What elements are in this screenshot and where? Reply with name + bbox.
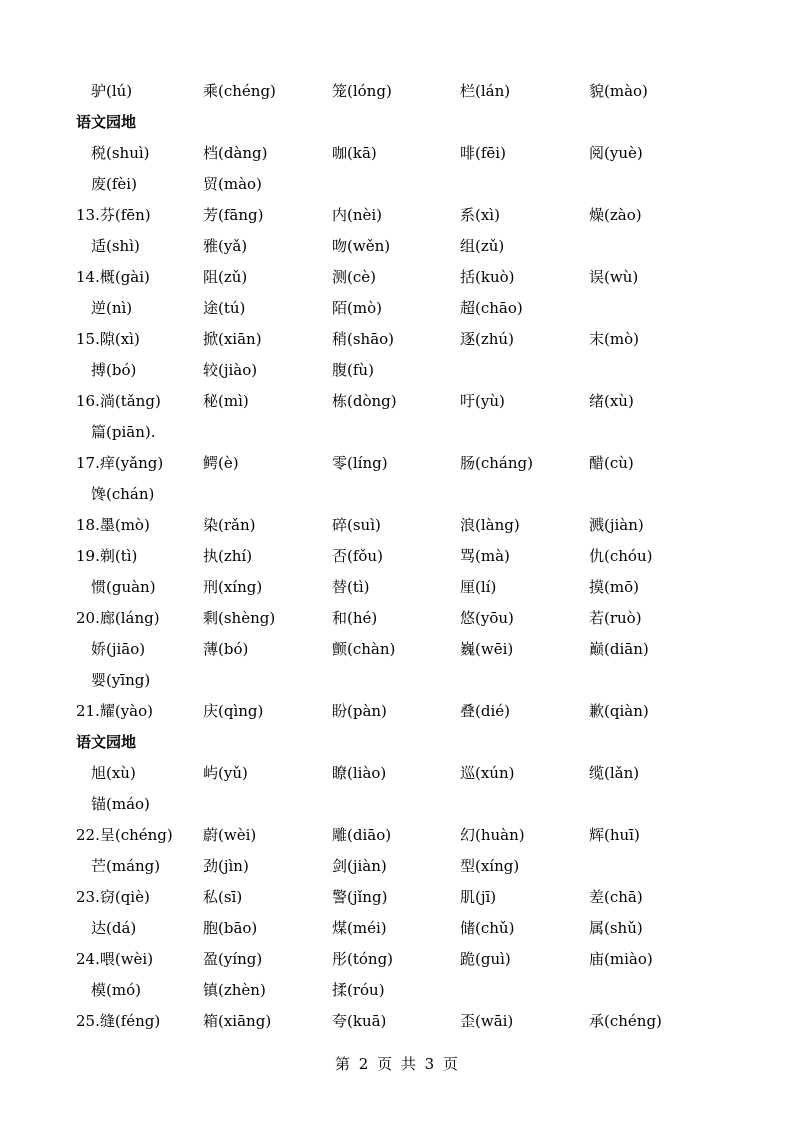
word-cell: 巍(wēi) <box>460 640 514 658</box>
word-cell: 叠(dié) <box>460 702 510 720</box>
word-cell: 16.淌(tǎng) <box>76 392 161 410</box>
word-cell: 煤(méi) <box>332 919 387 937</box>
word-cell: 和(hé) <box>332 609 378 627</box>
word-cell: 21.耀(yào) <box>76 702 154 720</box>
word-cell: 吁(yù) <box>460 392 505 410</box>
word-cell: 逐(zhú) <box>460 330 514 348</box>
word-cell: 笼(lóng) <box>332 82 392 100</box>
word-cell: 芒(máng) <box>91 857 161 875</box>
word-cell: 阻(zǔ) <box>203 268 248 286</box>
word-row <box>0 882 793 913</box>
word-row <box>0 634 793 665</box>
word-cell: 鳄(è) <box>203 454 239 472</box>
word-cell: 夸(kuā) <box>332 1012 387 1030</box>
word-cell: 啡(fēi) <box>460 144 506 162</box>
section-heading: 语文园地 <box>76 733 137 751</box>
word-cell: 型(xíng) <box>460 857 520 875</box>
word-cell: 馋(chán) <box>91 485 155 503</box>
word-cell: 承(chéng) <box>589 1012 662 1030</box>
word-cell: 途(tú) <box>203 299 246 317</box>
word-cell: 私(sī) <box>203 888 243 906</box>
word-row <box>0 851 793 882</box>
word-cell: 摸(mō) <box>589 578 639 596</box>
word-cell: 歪(wāi) <box>460 1012 514 1030</box>
word-cell: 系(xì) <box>460 206 500 224</box>
word-row <box>0 448 793 479</box>
word-cell: 蔚(wèi) <box>203 826 257 844</box>
word-row <box>0 944 793 975</box>
word-cell: 属(shǔ) <box>589 919 643 937</box>
word-cell: 歉(qiàn) <box>589 702 649 720</box>
word-cell: 14.概(gài) <box>76 268 150 286</box>
word-cell: 颤(chàn) <box>332 640 396 658</box>
word-cell: 骂(mà) <box>460 547 510 565</box>
word-row <box>0 231 793 262</box>
word-cell: 组(zǔ) <box>460 237 505 255</box>
word-cell: 悠(yōu) <box>460 609 514 627</box>
word-cell: 屿(yǔ) <box>203 764 248 782</box>
word-cell: 醋(cù) <box>589 454 634 472</box>
word-row <box>0 510 793 541</box>
word-cell: 剑(jiàn) <box>332 857 387 875</box>
word-cell: 惯(guàn) <box>91 578 156 596</box>
word-cell: 模(mó) <box>91 981 141 999</box>
word-cell: 厘(lí) <box>460 578 497 596</box>
word-cell: 测(cè) <box>332 268 376 286</box>
word-row <box>0 820 793 851</box>
word-cell: 燥(zào) <box>589 206 642 224</box>
word-cell: 锚(máo) <box>91 795 150 813</box>
word-row <box>0 479 793 510</box>
word-cell: 缆(lǎn) <box>589 764 640 782</box>
word-cell: 绪(xù) <box>589 392 634 410</box>
word-cell: 若(ruò) <box>589 609 642 627</box>
word-cell: 秘(mì) <box>203 392 249 410</box>
word-cell: 盈(yíng) <box>203 950 263 968</box>
word-row <box>0 758 793 789</box>
word-cell: 差(chā) <box>589 888 643 906</box>
section-heading: 语文园地 <box>76 113 137 131</box>
word-row <box>0 355 793 386</box>
section-heading-row <box>0 107 793 138</box>
word-cell: 芳(fāng) <box>203 206 264 224</box>
word-cell: 溅(jiàn) <box>589 516 644 534</box>
word-cell: 肠(cháng) <box>460 454 533 472</box>
word-cell: 20.廊(láng) <box>76 609 160 627</box>
word-cell: 逆(nì) <box>91 299 133 317</box>
word-cell: 娇(jiāo) <box>91 640 146 658</box>
word-cell: 驴(lú) <box>91 82 133 100</box>
word-cell: 达(dá) <box>91 919 137 937</box>
page-footer: 第 2 页 共 3 页 <box>335 1055 458 1073</box>
word-cell: 警(jǐng) <box>332 888 388 906</box>
word-cell: 跪(guì) <box>460 950 511 968</box>
word-cell: 陌(mò) <box>332 299 382 317</box>
word-cell: 执(zhí) <box>203 547 253 565</box>
word-cell: 篇(piān). <box>91 423 156 441</box>
word-cell: 揉(róu) <box>332 981 385 999</box>
word-cell: 刑(xíng) <box>203 578 263 596</box>
word-cell: 雕(diāo) <box>332 826 392 844</box>
word-cell: 括(kuò) <box>460 268 515 286</box>
word-cell: 幻(huàn) <box>460 826 525 844</box>
word-cell: 阅(yuè) <box>589 144 643 162</box>
word-cell: 肌(jī) <box>460 888 497 906</box>
word-cell: 贸(mào) <box>203 175 262 193</box>
word-cell: 瞭(liào) <box>332 764 387 782</box>
word-cell: 箱(xiāng) <box>203 1012 272 1030</box>
word-row <box>0 665 793 696</box>
word-cell: 彤(tóng) <box>332 950 394 968</box>
word-cell: 超(chāo) <box>460 299 523 317</box>
word-cell: 巅(diān) <box>589 640 649 658</box>
word-row <box>0 138 793 169</box>
word-cell: 劲(jìn) <box>203 857 249 875</box>
word-cell: 内(nèi) <box>332 206 383 224</box>
word-cell: 搏(bó) <box>91 361 137 379</box>
word-cell: 误(wù) <box>589 268 639 286</box>
word-cell: 19.剃(tì) <box>76 547 138 565</box>
word-cell: 17.痒(yǎng) <box>76 454 164 472</box>
word-cell: 栋(dòng) <box>332 392 397 410</box>
word-cell: 15.隙(xì) <box>76 330 140 348</box>
word-cell: 掀(xiān) <box>203 330 262 348</box>
word-row <box>0 169 793 200</box>
word-cell: 储(chǔ) <box>460 919 515 937</box>
word-row <box>0 541 793 572</box>
word-cell: 庙(miào) <box>589 950 653 968</box>
word-cell: 较(jiào) <box>203 361 258 379</box>
section-heading-row <box>0 727 793 758</box>
word-cell: 乘(chéng) <box>203 82 276 100</box>
word-cell: 稍(shāo) <box>332 330 395 348</box>
word-row <box>0 417 793 448</box>
word-cell: 档(dàng) <box>203 144 268 162</box>
word-row <box>0 696 793 727</box>
word-cell: 废(fèi) <box>91 175 137 193</box>
word-cell: 22.呈(chéng) <box>76 826 173 844</box>
word-row <box>0 324 793 355</box>
word-cell: 薄(bó) <box>203 640 249 658</box>
word-cell: 浪(làng) <box>460 516 520 534</box>
word-cell: 13.芬(fēn) <box>76 206 151 224</box>
word-cell: 庆(qìng) <box>203 702 264 720</box>
word-cell: 咖(kā) <box>332 144 377 162</box>
word-cell: 栏(lán) <box>460 82 511 100</box>
word-row <box>0 293 793 324</box>
word-cell: 税(shuì) <box>91 144 150 162</box>
word-cell: 腹(fù) <box>332 361 374 379</box>
word-row <box>0 76 793 107</box>
word-cell: 旭(xù) <box>91 764 136 782</box>
word-cell: 替(tì) <box>332 578 370 596</box>
word-row <box>0 975 793 1006</box>
word-row <box>0 789 793 820</box>
word-cell: 剩(shèng) <box>203 609 276 627</box>
word-cell: 23.窃(qiè) <box>76 888 150 906</box>
word-cell: 24.喂(wèi) <box>76 950 154 968</box>
word-cell: 貌(mào) <box>589 82 648 100</box>
word-cell: 18.墨(mò) <box>76 516 150 534</box>
word-row <box>0 603 793 634</box>
word-cell: 末(mò) <box>589 330 639 348</box>
word-row <box>0 386 793 417</box>
word-row <box>0 262 793 293</box>
word-row <box>0 1006 793 1037</box>
word-cell: 雅(yǎ) <box>203 237 248 255</box>
word-row <box>0 200 793 231</box>
word-cell: 否(fǒu) <box>332 547 383 565</box>
document-body <box>0 76 793 1037</box>
word-cell: 碎(suì) <box>332 516 381 534</box>
word-row <box>0 572 793 603</box>
word-cell: 胞(bāo) <box>203 919 258 937</box>
word-cell: 染(rǎn) <box>203 516 256 534</box>
word-cell: 镇(zhèn) <box>203 981 266 999</box>
word-row <box>0 913 793 944</box>
word-cell: 适(shì) <box>91 237 140 255</box>
word-cell: 婴(yīng) <box>91 671 151 689</box>
word-cell: 零(líng) <box>332 454 388 472</box>
word-cell: 辉(huī) <box>589 826 640 844</box>
word-cell: 巡(xún) <box>460 764 515 782</box>
word-cell: 仇(chóu) <box>589 547 653 565</box>
word-cell: 盼(pàn) <box>332 702 387 720</box>
word-cell: 吻(wěn) <box>332 237 391 255</box>
word-cell: 25.缝(féng) <box>76 1012 161 1030</box>
